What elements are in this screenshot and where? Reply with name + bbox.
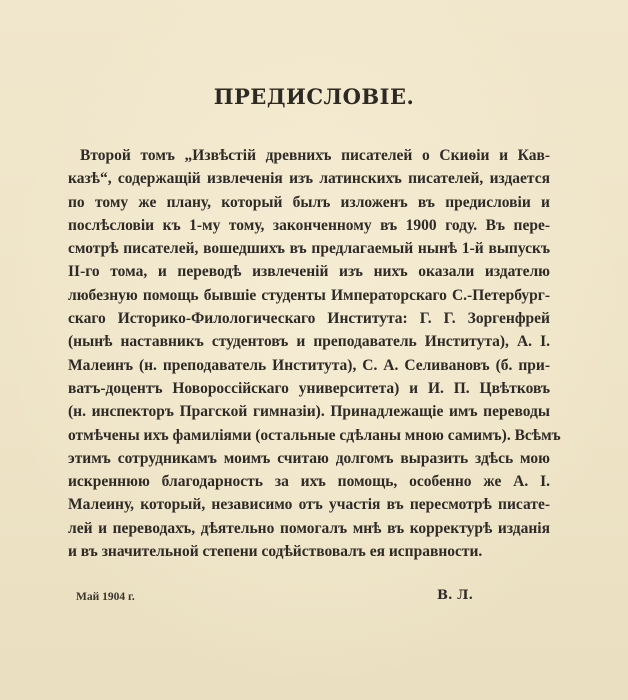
signature: В. Л.: [437, 588, 474, 603]
text-line: отмѣчены ихъ фамиліями (остальные сдѣланы мною самимъ). Всѣмъ: [68, 426, 561, 444]
text-line: лей и переводахъ, дѣятельно помогалъ мнѣ въ корректурѣ изданія: [68, 519, 550, 537]
text-line: Малеинъ (н. преподаватель Института), С. А. Селивановъ (б. при-: [68, 356, 550, 374]
text-line: ватъ-доцентъ Новороссійскаго университета) и И. П. Цвѣтковъ: [68, 379, 550, 397]
preface-body: [68, 144, 561, 563]
date-line: Май 1904 г.: [76, 591, 135, 603]
page-title: ПРЕДИСЛОВІЕ.: [213, 84, 415, 109]
text-line: II-го тома, и переводѣ извлеченій изъ нихъ оказали издателю: [68, 263, 550, 281]
text-line: искреннюю благодарность за ихъ помощь, особенно же А. І.: [68, 473, 550, 491]
text-line: этимъ сотрудникамъ моимъ считаю долгомъ выразить здѣсь мою: [68, 449, 550, 467]
text-line: скаго Историко-Филологическаго Института: Г. Г. Зоргенфрей: [68, 310, 550, 328]
text-line: послѣсловіи къ 1-му тому, законченному въ 1900 году. Въ пере-: [68, 216, 550, 234]
text-line: и въ значительной степени содѣйствовалъ ея исправности.: [68, 543, 483, 561]
text-line: (нынѣ наставникъ студентовъ и преподаватель Института), А. І.: [68, 333, 550, 351]
text-line: казѣ“, содержащій извлеченія изъ латинскихъ писателей, издается: [68, 170, 550, 188]
text-line: Второй томъ „Извѣстій древнихъ писателей о Скиѳіи и Кав-: [80, 147, 550, 164]
text-line: любезную помощь бывшіе студенты Императорскаго С.-Петербург-: [68, 286, 550, 304]
text-line: (н. инспекторъ Прагской гимназіи). Принадлежащіе имъ переводы: [68, 403, 550, 421]
text-line: Малеину, который, независимо отъ участія въ пересмотрѣ писате-: [68, 496, 550, 514]
text-line: смотрѣ писателей, вошедшихъ въ предлагаемый нынѣ 1-й выпускъ: [68, 240, 550, 258]
text-line: по тому же плану, который былъ изложенъ въ предисловіи и: [68, 193, 550, 211]
